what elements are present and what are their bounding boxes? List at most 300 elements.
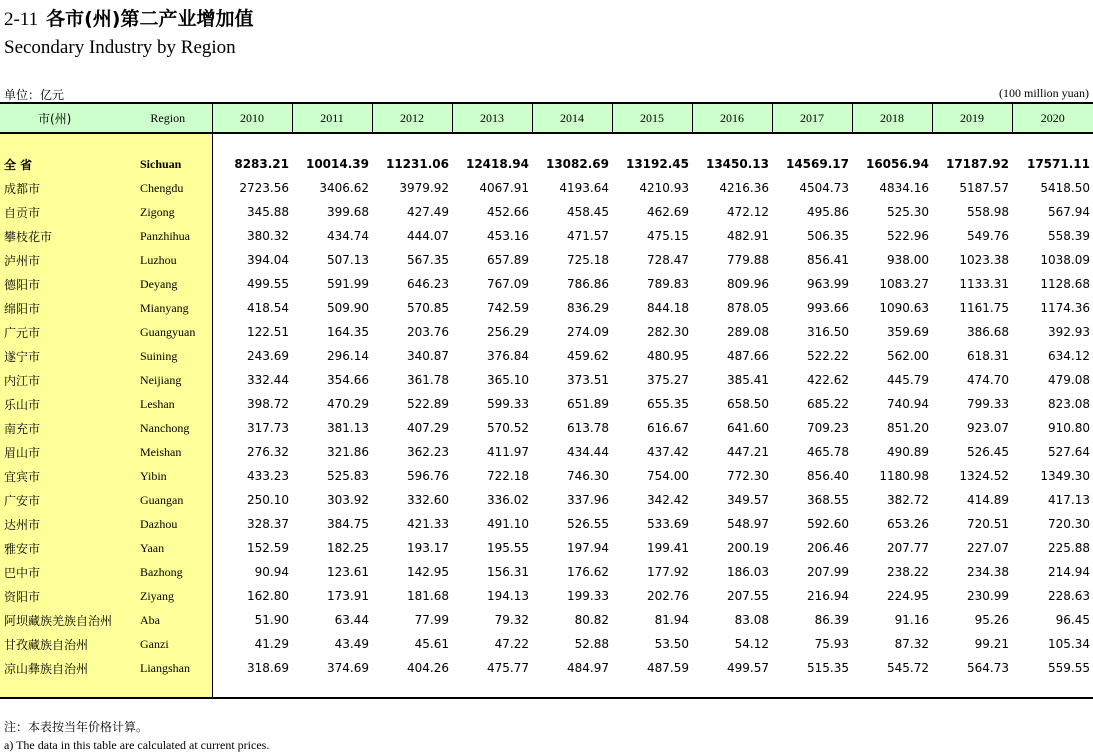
- value-cell: 434.44: [567, 445, 609, 459]
- header-year: 2014: [532, 103, 612, 133]
- value-cell: 199.33: [567, 589, 609, 603]
- value-cell: 545.72: [887, 661, 929, 675]
- value-cell: 282.30: [647, 325, 689, 339]
- region-name-en: Neijiang: [124, 368, 212, 392]
- header-year: 2016: [692, 103, 772, 133]
- value-cell: 499.55: [247, 277, 289, 291]
- table-row: [0, 296, 1093, 320]
- header-city: 市(州): [0, 103, 124, 133]
- value-cell: 362.23: [407, 445, 449, 459]
- value-cell: 655.35: [647, 397, 689, 411]
- value-cell: 1324.52: [959, 469, 1009, 483]
- value-cell: 472.12: [727, 205, 769, 219]
- value-cell: 490.89: [887, 445, 929, 459]
- value-cell: 651.89: [567, 397, 609, 411]
- header-year: 2017: [772, 103, 852, 133]
- value-cell: 77.99: [414, 613, 449, 627]
- value-cell: 851.20: [887, 421, 929, 435]
- value-cell: 462.69: [647, 205, 689, 219]
- value-cell: 53.50: [654, 637, 689, 651]
- value-cell: 206.46: [807, 541, 849, 555]
- value-pad: [932, 680, 1012, 698]
- value-cell: 641.60: [727, 421, 769, 435]
- value-cell: 522.89: [407, 397, 449, 411]
- value-cell: 4067.91: [479, 181, 529, 195]
- value-cell: 349.57: [727, 493, 769, 507]
- city-name-cn: 自贡市: [0, 200, 124, 224]
- value-cell: 193.17: [407, 541, 449, 555]
- value-cell: 274.09: [567, 325, 609, 339]
- value-cell: 276.32: [247, 445, 289, 459]
- table-row: [0, 368, 1093, 392]
- label-pad: [124, 680, 212, 698]
- value-cell: 453.16: [487, 229, 529, 243]
- value-cell: 11231.06: [385, 157, 449, 171]
- value-cell: 182.25: [327, 541, 369, 555]
- value-cell: 417.13: [1048, 493, 1090, 507]
- value-cell: 746.30: [567, 469, 609, 483]
- value-cell: 43.49: [334, 637, 369, 651]
- value-cell: 459.62: [567, 349, 609, 363]
- value-cell: 878.05: [727, 301, 769, 315]
- value-cell: 16056.94: [865, 157, 929, 171]
- city-name-cn: 德阳市: [0, 272, 124, 296]
- value-cell: 564.73: [967, 661, 1009, 675]
- value-cell: 562.00: [887, 349, 929, 363]
- value-cell: 318.69: [247, 661, 289, 675]
- region-name-en: Zigong: [124, 200, 212, 224]
- city-name-cn: 内江市: [0, 368, 124, 392]
- value-cell: 52.88: [574, 637, 609, 651]
- label-pad: [0, 680, 124, 698]
- value-cell: 836.29: [567, 301, 609, 315]
- value-cell: 91.16: [894, 613, 929, 627]
- value-cell: 799.33: [967, 397, 1009, 411]
- value-cell: 373.51: [567, 373, 609, 387]
- value-cell: 4834.16: [879, 181, 929, 195]
- value-cell: 289.08: [727, 325, 769, 339]
- value-pad: [212, 680, 292, 698]
- value-cell: 228.63: [1048, 589, 1090, 603]
- spacer-row: [0, 133, 1093, 152]
- table-row: [0, 464, 1093, 488]
- value-cell: 199.41: [647, 541, 689, 555]
- value-cell: 321.86: [327, 445, 369, 459]
- value-cell: 740.94: [887, 397, 929, 411]
- value-cell: 394.04: [247, 253, 289, 267]
- value-cell: 592.60: [807, 517, 849, 531]
- value-cell: 427.49: [407, 205, 449, 219]
- value-cell: 12418.94: [465, 157, 529, 171]
- value-cell: 203.76: [407, 325, 449, 339]
- value-cell: 509.90: [327, 301, 369, 315]
- value-cell: 216.94: [807, 589, 849, 603]
- table-row: [0, 392, 1093, 416]
- value-cell: 227.07: [967, 541, 1009, 555]
- value-cell: 3406.62: [319, 181, 369, 195]
- header-year: 2015: [612, 103, 692, 133]
- value-pad: [452, 680, 532, 698]
- value-cell: 13450.13: [705, 157, 769, 171]
- value-cell: 616.67: [647, 421, 689, 435]
- value-cell: 41.29: [254, 637, 289, 651]
- value-cell: 1023.38: [959, 253, 1009, 267]
- value-cell: 471.57: [567, 229, 609, 243]
- value-cell: 596.76: [407, 469, 449, 483]
- value-cell: 1090.63: [879, 301, 929, 315]
- value-cell: 214.94: [1048, 565, 1090, 579]
- value-cell: 499.57: [727, 661, 769, 675]
- value-cell: 156.31: [487, 565, 529, 579]
- page-title-en: Secondary Industry by Region: [4, 37, 236, 58]
- value-cell: 646.23: [407, 277, 449, 291]
- header-year: 2013: [452, 103, 532, 133]
- value-cell: 250.10: [247, 493, 289, 507]
- value-cell: 422.62: [807, 373, 849, 387]
- value-cell: 445.79: [887, 373, 929, 387]
- city-name-cn: 乐山市: [0, 392, 124, 416]
- region-name-en: Leshan: [124, 392, 212, 416]
- value-pad: [532, 133, 612, 152]
- value-cell: 79.32: [494, 613, 529, 627]
- value-pad: [852, 133, 932, 152]
- value-pad: [1012, 680, 1093, 698]
- value-pad: [612, 133, 692, 152]
- table-body: [0, 133, 1093, 698]
- value-cell: 296.14: [327, 349, 369, 363]
- value-cell: 181.68: [407, 589, 449, 603]
- value-cell: 225.88: [1048, 541, 1090, 555]
- value-cell: 444.07: [407, 229, 449, 243]
- city-name-cn: 雅安市: [0, 536, 124, 560]
- value-cell: 51.90: [254, 613, 289, 627]
- value-pad: [932, 133, 1012, 152]
- city-name-cn: 南充市: [0, 416, 124, 440]
- page-title-cn: [4, 4, 254, 31]
- value-cell: 152.59: [247, 541, 289, 555]
- city-name-cn: 攀枝花市: [0, 224, 124, 248]
- value-pad: [532, 680, 612, 698]
- value-cell: 368.55: [807, 493, 849, 507]
- value-cell: 613.78: [567, 421, 609, 435]
- table-row: [0, 248, 1093, 272]
- value-cell: 1180.98: [879, 469, 929, 483]
- value-cell: 470.29: [327, 397, 369, 411]
- value-cell: 525.83: [327, 469, 369, 483]
- value-cell: 634.12: [1048, 349, 1090, 363]
- city-name-cn: 眉山市: [0, 440, 124, 464]
- city-name-cn: 绵阳市: [0, 296, 124, 320]
- value-cell: 3979.92: [399, 181, 449, 195]
- value-cell: 2723.56: [239, 181, 289, 195]
- value-pad: [292, 133, 372, 152]
- city-name-cn: 广安市: [0, 488, 124, 512]
- value-cell: 375.27: [647, 373, 689, 387]
- value-cell: 96.45: [1055, 613, 1090, 627]
- value-cell: 303.92: [327, 493, 369, 507]
- value-cell: 1038.09: [1040, 253, 1090, 267]
- region-name-en: Sichuan: [124, 152, 212, 176]
- value-cell: 317.73: [247, 421, 289, 435]
- value-cell: 772.30: [727, 469, 769, 483]
- value-cell: 506.35: [807, 229, 849, 243]
- value-cell: 75.93: [814, 637, 849, 651]
- value-cell: 230.99: [967, 589, 1009, 603]
- value-cell: 359.69: [887, 325, 929, 339]
- value-cell: 1349.30: [1040, 469, 1090, 483]
- value-cell: 434.74: [327, 229, 369, 243]
- value-cell: 411.97: [487, 445, 529, 459]
- value-cell: 207.55: [727, 589, 769, 603]
- value-cell: 487.59: [647, 661, 689, 675]
- value-cell: 123.61: [327, 565, 369, 579]
- value-cell: 380.32: [247, 229, 289, 243]
- value-cell: 5187.57: [959, 181, 1009, 195]
- value-pad: [1012, 133, 1093, 152]
- value-cell: 1174.36: [1040, 301, 1090, 315]
- value-cell: 376.84: [487, 349, 529, 363]
- table-row: [0, 176, 1093, 200]
- value-cell: 722.18: [487, 469, 529, 483]
- value-cell: 398.72: [247, 397, 289, 411]
- table-row: [0, 224, 1093, 248]
- city-name-cn: 广元市: [0, 320, 124, 344]
- value-cell: 47.22: [494, 637, 529, 651]
- value-cell: 83.08: [734, 613, 769, 627]
- value-cell: 332.44: [247, 373, 289, 387]
- value-cell: 81.94: [654, 613, 689, 627]
- value-cell: 754.00: [647, 469, 689, 483]
- value-cell: 354.66: [327, 373, 369, 387]
- value-cell: 404.26: [407, 661, 449, 675]
- city-name-cn: 巴中市: [0, 560, 124, 584]
- city-name-cn: 阿坝藏族羌族自治州: [0, 608, 124, 632]
- region-name-en: Deyang: [124, 272, 212, 296]
- value-cell: 475.77: [487, 661, 529, 675]
- title-cn-text: 各市(州)第二产业增加值: [46, 8, 254, 30]
- value-cell: 767.09: [487, 277, 529, 291]
- value-cell: 856.40: [807, 469, 849, 483]
- region-name-en: Guangan: [124, 488, 212, 512]
- region-name-en: Panzhihua: [124, 224, 212, 248]
- value-cell: 474.70: [967, 373, 1009, 387]
- value-cell: 4193.64: [559, 181, 609, 195]
- value-cell: 938.00: [887, 253, 929, 267]
- value-cell: 5418.50: [1040, 181, 1090, 195]
- table-row: [0, 416, 1093, 440]
- value-cell: 728.47: [647, 253, 689, 267]
- city-name-cn: 成都市: [0, 176, 124, 200]
- value-cell: 526.55: [567, 517, 609, 531]
- value-cell: 13192.45: [625, 157, 689, 171]
- header-year: 2020: [1012, 103, 1093, 133]
- table-row: [0, 344, 1093, 368]
- value-cell: 173.91: [327, 589, 369, 603]
- value-cell: 186.03: [727, 565, 769, 579]
- value-cell: 658.50: [727, 397, 769, 411]
- region-name-en: Suining: [124, 344, 212, 368]
- value-cell: 558.39: [1048, 229, 1090, 243]
- value-pad: [612, 680, 692, 698]
- value-cell: 392.93: [1048, 325, 1090, 339]
- value-cell: 525.30: [887, 205, 929, 219]
- value-cell: 1128.68: [1040, 277, 1090, 291]
- value-cell: 567.35: [407, 253, 449, 267]
- value-cell: 207.99: [807, 565, 849, 579]
- city-name-cn: 资阳市: [0, 584, 124, 608]
- value-cell: 720.51: [967, 517, 1009, 531]
- value-pad: [372, 133, 452, 152]
- value-cell: 345.88: [247, 205, 289, 219]
- value-cell: 480.95: [647, 349, 689, 363]
- label-pad: [0, 133, 124, 152]
- city-name-cn: 宜宾市: [0, 464, 124, 488]
- value-cell: 725.18: [567, 253, 609, 267]
- footnote-en: a) The data in this table are calculated at current prices.: [4, 738, 270, 752]
- value-cell: 742.59: [487, 301, 529, 315]
- value-pad: [452, 133, 532, 152]
- value-cell: 14569.17: [785, 157, 849, 171]
- region-name-en: Dazhou: [124, 512, 212, 536]
- table-number: 2-11: [4, 9, 39, 30]
- value-cell: 105.34: [1048, 637, 1090, 651]
- value-cell: 993.66: [807, 301, 849, 315]
- value-pad: [692, 680, 772, 698]
- value-cell: 458.45: [567, 205, 609, 219]
- value-cell: 80.82: [574, 613, 609, 627]
- value-cell: 256.29: [487, 325, 529, 339]
- table-row: [0, 536, 1093, 560]
- value-cell: 549.76: [967, 229, 1009, 243]
- value-cell: 122.51: [247, 325, 289, 339]
- value-cell: 407.29: [407, 421, 449, 435]
- value-cell: 195.55: [487, 541, 529, 555]
- data-table: [0, 102, 1093, 699]
- value-cell: 653.26: [887, 517, 929, 531]
- city-name-cn: 甘孜藏族自治州: [0, 632, 124, 656]
- value-cell: 90.94: [254, 565, 289, 579]
- value-cell: 234.38: [967, 565, 1009, 579]
- value-cell: 533.69: [647, 517, 689, 531]
- region-name-en: Ziyang: [124, 584, 212, 608]
- header-year: 2018: [852, 103, 932, 133]
- value-cell: 522.96: [887, 229, 929, 243]
- value-cell: 54.12: [734, 637, 769, 651]
- value-cell: 4210.93: [639, 181, 689, 195]
- value-cell: 495.86: [807, 205, 849, 219]
- region-name-en: Meishan: [124, 440, 212, 464]
- value-cell: 177.92: [647, 565, 689, 579]
- value-pad: [692, 133, 772, 152]
- city-name-cn: 遂宁市: [0, 344, 124, 368]
- value-cell: 720.30: [1048, 517, 1090, 531]
- value-cell: 465.78: [807, 445, 849, 459]
- value-cell: 414.89: [967, 493, 1009, 507]
- value-cell: 963.99: [807, 277, 849, 291]
- value-cell: 162.80: [247, 589, 289, 603]
- region-name-en: Chengdu: [124, 176, 212, 200]
- value-cell: 382.72: [887, 493, 929, 507]
- value-cell: 491.10: [487, 517, 529, 531]
- value-cell: 87.32: [894, 637, 929, 651]
- total-row: [0, 152, 1093, 176]
- value-cell: 95.26: [974, 613, 1009, 627]
- value-cell: 447.21: [727, 445, 769, 459]
- table-row: [0, 512, 1093, 536]
- value-cell: 99.21: [974, 637, 1009, 651]
- region-name-en: Bazhong: [124, 560, 212, 584]
- value-cell: 421.33: [407, 517, 449, 531]
- region-name-en: Ganzi: [124, 632, 212, 656]
- region-name-en: Aba: [124, 608, 212, 632]
- value-cell: 4216.36: [719, 181, 769, 195]
- value-cell: 618.31: [967, 349, 1009, 363]
- header-year: 2010: [212, 103, 292, 133]
- table-row: [0, 560, 1093, 584]
- value-cell: 567.94: [1048, 205, 1090, 219]
- value-cell: 786.86: [567, 277, 609, 291]
- header-year: 2019: [932, 103, 1012, 133]
- value-cell: 475.15: [647, 229, 689, 243]
- unit-label-cn: 单位：亿元: [4, 88, 65, 102]
- value-cell: 224.95: [887, 589, 929, 603]
- value-cell: 1083.27: [879, 277, 929, 291]
- value-cell: 4504.73: [799, 181, 849, 195]
- value-cell: 558.98: [967, 205, 1009, 219]
- value-cell: 142.95: [407, 565, 449, 579]
- table-row: [0, 584, 1093, 608]
- region-name-en: Yibin: [124, 464, 212, 488]
- table-row: [0, 608, 1093, 632]
- value-cell: 910.80: [1048, 421, 1090, 435]
- region-name-en: Yaan: [124, 536, 212, 560]
- value-cell: 779.88: [727, 253, 769, 267]
- value-cell: 527.64: [1048, 445, 1090, 459]
- city-name-cn: 全 省: [0, 152, 124, 176]
- city-name-cn: 凉山彝族自治州: [0, 656, 124, 680]
- value-cell: 340.87: [407, 349, 449, 363]
- value-cell: 316.50: [807, 325, 849, 339]
- value-cell: 361.78: [407, 373, 449, 387]
- value-cell: 8283.21: [234, 157, 289, 171]
- value-cell: 374.69: [327, 661, 369, 675]
- value-pad: [772, 680, 852, 698]
- value-cell: 599.33: [487, 397, 529, 411]
- region-name-en: Liangshan: [124, 656, 212, 680]
- data-table-container: [0, 102, 1093, 699]
- value-cell: 479.08: [1048, 373, 1090, 387]
- table-row: [0, 320, 1093, 344]
- table-row: [0, 272, 1093, 296]
- value-cell: 548.97: [727, 517, 769, 531]
- value-cell: 823.08: [1048, 397, 1090, 411]
- value-cell: 515.35: [807, 661, 849, 675]
- value-cell: 10014.39: [305, 157, 369, 171]
- value-cell: 164.35: [327, 325, 369, 339]
- value-cell: 789.83: [647, 277, 689, 291]
- value-cell: 437.42: [647, 445, 689, 459]
- header-year: 2011: [292, 103, 372, 133]
- value-pad: [212, 133, 292, 152]
- header-row: [0, 103, 1093, 133]
- region-name-en: Mianyang: [124, 296, 212, 320]
- region-name-en: Luzhou: [124, 248, 212, 272]
- value-cell: 923.07: [967, 421, 1009, 435]
- value-cell: 176.62: [567, 565, 609, 579]
- value-cell: 336.02: [487, 493, 529, 507]
- value-cell: 522.22: [807, 349, 849, 363]
- value-cell: 365.10: [487, 373, 529, 387]
